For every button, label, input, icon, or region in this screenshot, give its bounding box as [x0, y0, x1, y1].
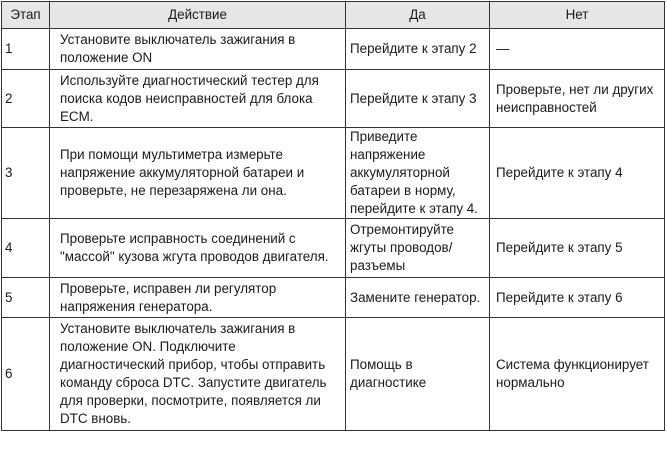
no-cell: Перейдите к этапу 4: [490, 128, 665, 219]
yes-cell: Замените генератор.: [346, 278, 490, 318]
table-row: [2, 29, 665, 70]
no-cell: Проверьте, нет ли других неисправностей: [490, 70, 665, 128]
action-cell: Установите выключатель зажигания в положение ON. Подключите диагностический прибор, чтобы отправить команду сброса DTC. Запустите двигатель для проверки, посмотрите, появляется ли DTC вновь.: [50, 318, 346, 431]
action-cell: При помощи мультиметра измерьте напряжение аккумуляторной батареи и проверьте, не перезаряжена ли она.: [50, 128, 346, 219]
header-step: Этап: [2, 2, 50, 29]
no-cell: Перейдите к этапу 6: [490, 278, 665, 318]
no-cell: —: [490, 29, 665, 70]
table-body: [2, 29, 665, 431]
yes-cell: Приведите напряжение аккумуляторной батареи в норму, перейдите к этапу 4.: [346, 128, 490, 219]
step-cell: 3: [2, 128, 50, 219]
action-cell: Проверьте исправность соединений с "массой" кузова жгута проводов двигателя.: [50, 219, 346, 278]
action-cell: Установите выключатель зажигания в положение ON: [50, 29, 346, 70]
no-cell: Система функционирует нормально: [490, 318, 665, 431]
step-cell: 1: [2, 29, 50, 70]
header-action: Действие: [50, 2, 346, 29]
step-cell: 2: [2, 70, 50, 128]
step-cell: 4: [2, 219, 50, 278]
action-cell: Используйте диагностический тестер для поиска кодов неисправностей для блока ECM.: [50, 70, 346, 128]
table-row: [2, 219, 665, 278]
no-cell: Перейдите к этапу 5: [490, 219, 665, 278]
table-row: [2, 128, 665, 219]
header-yes: Да: [346, 2, 490, 29]
yes-cell: Помощь в диагностике: [346, 318, 490, 431]
header-no: Нет: [490, 2, 665, 29]
step-cell: 6: [2, 318, 50, 431]
step-cell: 5: [2, 278, 50, 318]
header-row: [2, 2, 665, 29]
diagnostic-steps-table: [1, 1, 665, 431]
yes-cell: Перейдите к этапу 3: [346, 70, 490, 128]
table-header: [2, 2, 665, 29]
action-cell: Проверьте, исправен ли регулятор напряжения генератора.: [50, 278, 346, 318]
table-row: [2, 318, 665, 431]
table-row: [2, 70, 665, 128]
yes-cell: Отремонтируйте жгуты проводов/разъемы: [346, 219, 490, 278]
yes-cell: Перейдите к этапу 2: [346, 29, 490, 70]
table-row: [2, 278, 665, 318]
